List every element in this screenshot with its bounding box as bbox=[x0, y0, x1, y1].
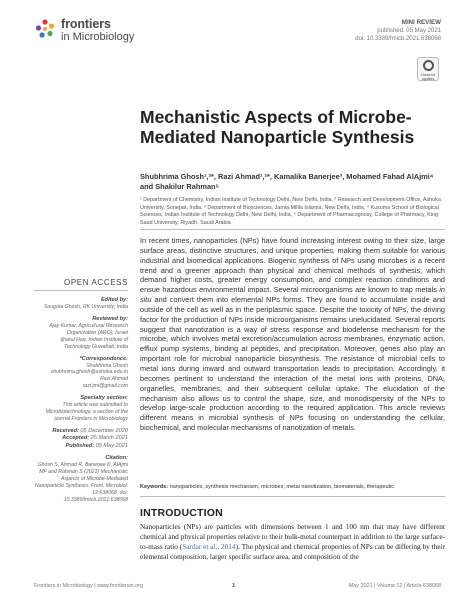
received-label: Received: bbox=[52, 427, 79, 434]
sidebar bbox=[34, 278, 128, 509]
abstract-italic-term: in situ bbox=[140, 285, 445, 305]
logo-title: frontiers bbox=[61, 17, 111, 31]
published-date-sidebar: 05 May 2021 bbox=[95, 442, 128, 449]
logo-subtitle: in Microbiology bbox=[61, 31, 135, 43]
received-line bbox=[34, 428, 128, 435]
citation-link[interactable]: Sardar et al., 2014 bbox=[182, 542, 236, 551]
divider bbox=[140, 229, 445, 230]
correspondence-value[interactable]: Shubhrima Ghosh shubhrima.ghosh@ashoka.edu.in Razi Ahmad razi.jmi@gmail.com bbox=[50, 362, 128, 390]
citation-section bbox=[34, 455, 128, 503]
footer-journal[interactable]: Frontiers in Microbiology | www.frontiersin.org bbox=[34, 583, 143, 589]
frontiers-logo-icon bbox=[34, 18, 56, 40]
journal-logo[interactable] bbox=[34, 17, 144, 49]
check-for-updates-label: Check for updates bbox=[420, 73, 436, 81]
published-line bbox=[34, 443, 128, 450]
divider bbox=[140, 496, 445, 497]
open-access-label: OPEN ACCESS bbox=[64, 278, 128, 287]
correspondence-section bbox=[34, 356, 128, 391]
article-meta bbox=[355, 19, 441, 43]
keywords bbox=[140, 484, 445, 491]
keywords-list: nanoparticles, synthesis mechanism, microbes, metal nanotization, biomaterials, therapeutic bbox=[169, 484, 395, 490]
accepted-label: Accepted: bbox=[62, 435, 90, 442]
specialty-label: Specialty section: bbox=[80, 395, 128, 402]
doi-link[interactable]: doi: 10.3389/fmicb.2021.638068 bbox=[355, 36, 441, 42]
reviewed-by-section bbox=[34, 316, 128, 351]
published-label: Published: bbox=[65, 442, 95, 449]
accepted-line bbox=[34, 435, 128, 442]
footer-volume: May 2021 | Volume 12 | Article 638068 bbox=[348, 583, 441, 589]
introduction-text bbox=[140, 522, 445, 562]
section-heading: INTRODUCTION bbox=[140, 507, 223, 519]
author-list[interactable]: Shubhrima Ghosh¹,²*, Razi Ahmad¹,²*, Kamalika Banerjee³, Mohamed Fahad AlAjmi⁴ and Shakilur Rahman⁵ bbox=[140, 172, 434, 191]
reviewed-by-label: Reviewed by: bbox=[92, 315, 128, 322]
correspondence-label: *Correspondence: bbox=[79, 355, 128, 362]
update-check-icon bbox=[423, 60, 434, 71]
article-type: MINI REVIEW bbox=[401, 19, 441, 26]
dates-section bbox=[34, 428, 128, 450]
published-date: published: 05 May 2021 bbox=[377, 28, 441, 34]
page-number: 1 bbox=[232, 583, 236, 589]
abstract bbox=[140, 236, 445, 433]
edited-by-section bbox=[34, 297, 128, 311]
affiliations: ¹ Department of Chemistry, Indian Institute of Technology Delhi, New Delhi, India, ² Research and Development Office, Ashoka University, Sonepat, India, ³ Department of Biosciences, Jamia Millia Islamia, New Delhi, India, ⁴ Kusuma School of Biological Sciences, Indian Institute of Technology Delhi, New Delhi, India, ⁵ Department of Pharmacognosy, College of Pharmacy, King Saud University, Riyadh, Saudi Arabia bbox=[140, 197, 441, 226]
abstract-part-1: In recent times, nanoparticles (NPs) have found increasing interest owing to their size, large surface areas, distinctive structures, and unique properties, making them suitable for various industrial and biomedical applications. Biogenic synthesis of NPs using microbes is a recent trend and a greener approach than physical and chemical methods of synthesis, which demand higher costs, greater energy consumption, and complex reaction conditions and ensue hazardous environmental impact. Several microorganisms are known to trap metals bbox=[140, 236, 445, 295]
intro-part-2: ). The physical and chemical properties of NPs can be differing by their elemental composition, larger specific surface area, and composition of the bbox=[140, 542, 446, 561]
check-for-updates-button[interactable] bbox=[417, 57, 439, 81]
edited-by-label: Edited by: bbox=[100, 297, 128, 303]
intro-part-1: Nanoparticles (NPs) are particles with dimensions between 1 and 100 nm that may have different chemical and physical properties relative to their bulk-metal counterpart in addition to the large surface-to-mass ratio ( bbox=[140, 522, 445, 551]
specialty-value: This article was submitted to Microbiotechnology, a section of the journal Frontiers in Microbiology bbox=[45, 402, 128, 422]
citation-value: Ghosh S, Ahmad R, Banerjee K, AlAjmi MF and Rahman S (2021) Mechanistic Aspects of Microbe-Mediated Nanoparticle Synthesis. Front. Microbiol. 12:638068. doi: 10.3389/fmicb.2021.638068 bbox=[34, 462, 128, 503]
citation-label: Citation: bbox=[105, 455, 128, 462]
accepted-date: 25 March 2021 bbox=[90, 435, 128, 442]
article-title: Mechanistic Aspects of Microbe-Mediated Nanoparticle Synthesis bbox=[140, 107, 415, 147]
received-date: 05 December 2020 bbox=[80, 427, 128, 434]
edited-by-value: Sougata Ghosh, RK University, India bbox=[43, 304, 128, 310]
specialty-section bbox=[34, 395, 128, 423]
reviewed-by-value: Ajay Kumar, Agricultural Research Organization (ARO), Israel Ijharul Haq, Indian Institute of Technology Guwahati, India bbox=[49, 322, 128, 350]
abstract-part-2: and convert them into elemental NPs forms. They are found to accumulate inside and outside of the cell as well as in the periplasmic space. Despite the toxicity of NPs, the driving factor for the production of NPs inside microorganisms remains unelucidated. Several reports suggest that nanotization is a way of stress response and biodefense mechanism for the microbe, which involves metal excretion/accumulation across membranes, enzymatic action, efflux pump systems, binding at peptides, and precipitation. Moreover, genes also play an important role for microbial nanoparticle biosynthesis. The resistance of microbial cells to metal ions during inward and outward transportation leads to precipitation. Accordingly, it becomes pertinent to understand the interaction of the metal ions with proteins, DNA, organelles, membranes, and their subsequent cellular uptake. The elucidation of the mechanism also allows us to control the shape, size, and monodispersity of the NPs to develop large-scale production according to the required application. This article reviews different means in microbial synthesis of NPs focusing on understanding the cellular, biochemical, and molecular mechanisms of nanotization of metals. bbox=[140, 295, 445, 433]
divider bbox=[34, 290, 128, 291]
keywords-label: Keywords: bbox=[140, 484, 169, 490]
